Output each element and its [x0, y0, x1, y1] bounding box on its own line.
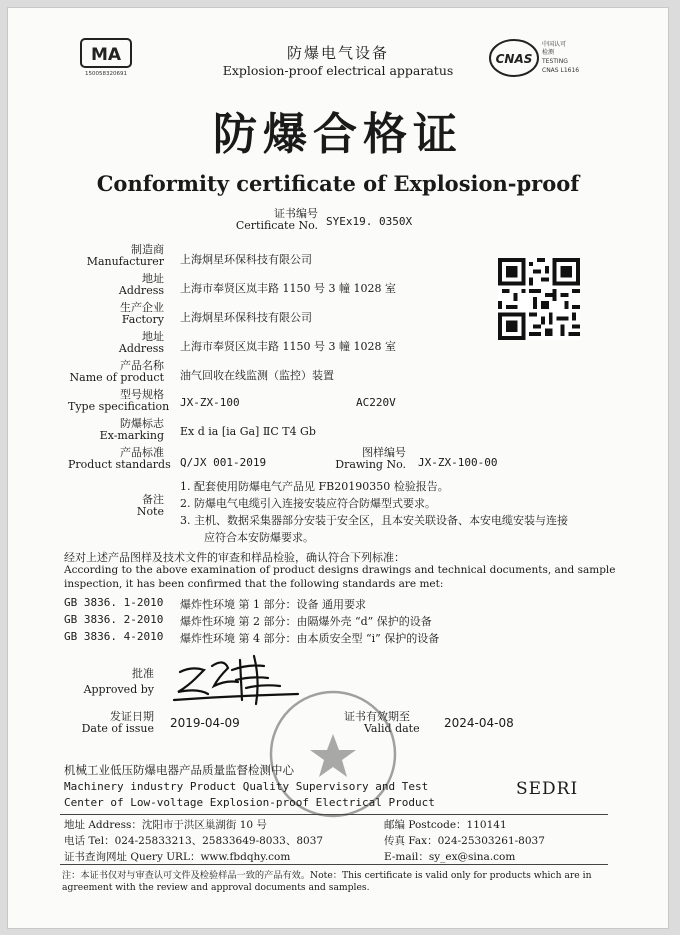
marking-label-cn: 防爆标志	[120, 417, 164, 430]
factory-label	[68, 302, 164, 326]
issue-label-cn: 发证日期	[110, 710, 154, 723]
address2-label-cn: 地址	[142, 330, 164, 343]
standard-code-1: GB 3836. 1-2010	[64, 596, 164, 609]
certificate-no-label-en: Certificate No.	[235, 219, 318, 232]
address1-label	[68, 273, 164, 297]
contact-email: E-mail：sy_ex@sina.com	[384, 851, 516, 863]
note-label-en: Note	[136, 505, 164, 518]
note-label-cn: 备注	[142, 493, 164, 506]
standard-code-3: GB 3836. 4-2010	[64, 630, 164, 643]
contact-fax: 传真 Fax：024-25303261-8037	[384, 835, 545, 847]
type-label-en: Type specification	[68, 400, 170, 413]
product-value: 油气回收在线监测（监控）装置	[180, 369, 334, 382]
note-label	[108, 494, 164, 518]
valid-label-cn: 证书有效期至	[344, 710, 410, 723]
certificate-paper	[8, 8, 668, 928]
type-value: JX-ZX-100	[180, 396, 240, 409]
drawing-label-cn: 图样编号	[362, 446, 406, 459]
drawing-label-en: Drawing No.	[335, 458, 406, 471]
standard-desc-2: 爆炸性环境 第 2 部分：由隔爆外壳 “d” 保护的设备	[180, 615, 432, 628]
issuer-name-cn: 机械工业低压防爆电器产品质量监督检测中心	[64, 763, 294, 777]
standards-value: Q/JX 001-2019	[180, 456, 267, 469]
note-item-2: 2. 防爆电气电缆引入连接安装应符合防爆型式要求。	[180, 497, 436, 510]
divider-top	[60, 814, 608, 815]
issuer-name-en-2: Center of Low-voltage Explosion-proof Electrical Product	[64, 796, 435, 809]
marking-value: Ex d ia [ia Ga] ⅡC T4 Gb	[180, 425, 316, 438]
standard-desc-1: 爆炸性环境 第 1 部分：设备 通用要求	[180, 598, 366, 611]
standards-label-cn: 产品标准	[120, 446, 164, 459]
manufacturer-label-cn: 制造商	[131, 243, 164, 256]
cma-logo-number: 150058320691	[85, 71, 127, 77]
note-item-1: 1. 配套使用防爆电气产品见 FB20190350 检验报告。	[180, 480, 449, 493]
header-title-en: Explosion-proof electrical apparatus	[222, 63, 454, 78]
factory-label-en: Factory	[121, 313, 164, 326]
approved-label-cn: 批准	[132, 667, 154, 680]
footer-note-2: agreement with the review and approval documents and samples.	[62, 882, 370, 893]
address1-label-cn: 地址	[142, 272, 164, 285]
marking-label-en: Ex-marking	[99, 429, 164, 442]
standard-code-2: GB 3836. 2-2010	[64, 613, 164, 626]
address1-label-en: Address	[118, 284, 164, 297]
product-label	[68, 360, 164, 384]
address2-label-en: Address	[118, 342, 164, 355]
statement-en-1: According to the above examination of product designs drawings and technical documents, and sample	[64, 564, 616, 576]
type-label-cn: 型号规格	[120, 388, 164, 401]
contact-phone: 电话 Tel：024-25833213、25833649-8033、8037	[64, 835, 324, 847]
footer-note-1: 注：本证书仅对与审查认可文件及检验样品一致的产品有效。Note：This certificate is valid only for products which are in	[62, 870, 592, 881]
factory-label-cn: 生产企业	[120, 301, 164, 314]
type-label	[68, 388, 170, 413]
cnas-logo-sub2: 检测	[542, 49, 555, 56]
cnas-logo-text: CNAS	[495, 52, 533, 66]
cnas-logo-sub3: TESTING	[542, 58, 568, 65]
product-label-en: Name of product	[69, 371, 164, 384]
certificate-title-en: Conformity certificate of Explosion-proof	[96, 171, 580, 196]
valid-date-value: 2024-04-08	[444, 716, 514, 730]
certificate-title-cn: 防爆合格证	[213, 109, 463, 160]
approved-label	[68, 668, 154, 696]
sedri-logo: SEDRI	[516, 779, 579, 799]
approved-label-en: Approved by	[83, 683, 154, 696]
standard-desc-3: 爆炸性环境 第 4 部分：由本质安全型 “i” 保护的设备	[180, 632, 440, 645]
product-label-cn: 产品名称	[120, 359, 164, 372]
certificate-no-label	[228, 208, 318, 232]
note-item-3-cont: 应符合本安防爆要求。	[204, 531, 314, 544]
address1-value: 上海市奉贤区岚丰路 1150 号 3 幢 1028 室	[180, 282, 396, 295]
contact-address: 地址 Address：沈阳市于洪区巢湖街 10 号	[64, 819, 267, 831]
issue-label	[68, 711, 154, 735]
statement-en-2: inspection, it has been confirmed that the following standards are met:	[64, 578, 444, 590]
issue-label-en: Date of issue	[81, 722, 154, 735]
marking-label	[68, 418, 164, 442]
manufacturer-label	[68, 244, 164, 268]
drawing-value: JX-ZX-100-00	[418, 456, 498, 469]
header-title-cn: 防爆电气设备	[286, 44, 389, 62]
divider-bottom	[60, 864, 608, 865]
drawing-label	[326, 447, 406, 471]
issuer-name-en-1: Machinery industry Product Quality Supervisory and Test	[64, 780, 429, 793]
manufacturer-label-en: Manufacturer	[86, 255, 164, 268]
statement-cn: 经对上述产品图样及技术文件的审查和样品检验，确认符合下列标准：	[64, 551, 405, 564]
certificate-no-value: SYEx19. 0350X	[326, 215, 413, 228]
manufacturer-value: 上海炯星环保科技有限公司	[180, 253, 312, 266]
qr-code	[498, 258, 580, 340]
standards-label-en: Product standards	[68, 458, 171, 471]
contact-query-url: 证书查询网址 Query URL：www.fbdqhy.com	[64, 851, 291, 863]
issue-date-value: 2019-04-09	[170, 716, 240, 730]
type-value-voltage: AC220V	[356, 396, 396, 409]
cma-logo-text: MA	[90, 45, 122, 65]
valid-label-en: Valid date	[364, 722, 420, 735]
certificate-no-label-cn: 证书编号	[274, 207, 318, 220]
cnas-logo	[488, 36, 598, 80]
note-item-3: 3. 主机、数据采集器部分安装于安全区，且本安关联设备、本安电缆安装与连接	[180, 514, 568, 527]
standards-label	[68, 446, 171, 471]
contact-postcode: 邮编 Postcode：110141	[384, 819, 507, 831]
address2-label	[68, 331, 164, 355]
cnas-logo-sub4: CNAS L1616	[542, 67, 580, 74]
factory-value: 上海炯星环保科技有限公司	[180, 311, 312, 324]
address2-value: 上海市奉贤区岚丰路 1150 号 3 幢 1028 室	[180, 340, 396, 353]
cnas-logo-sub1: 中国认可	[542, 41, 567, 48]
